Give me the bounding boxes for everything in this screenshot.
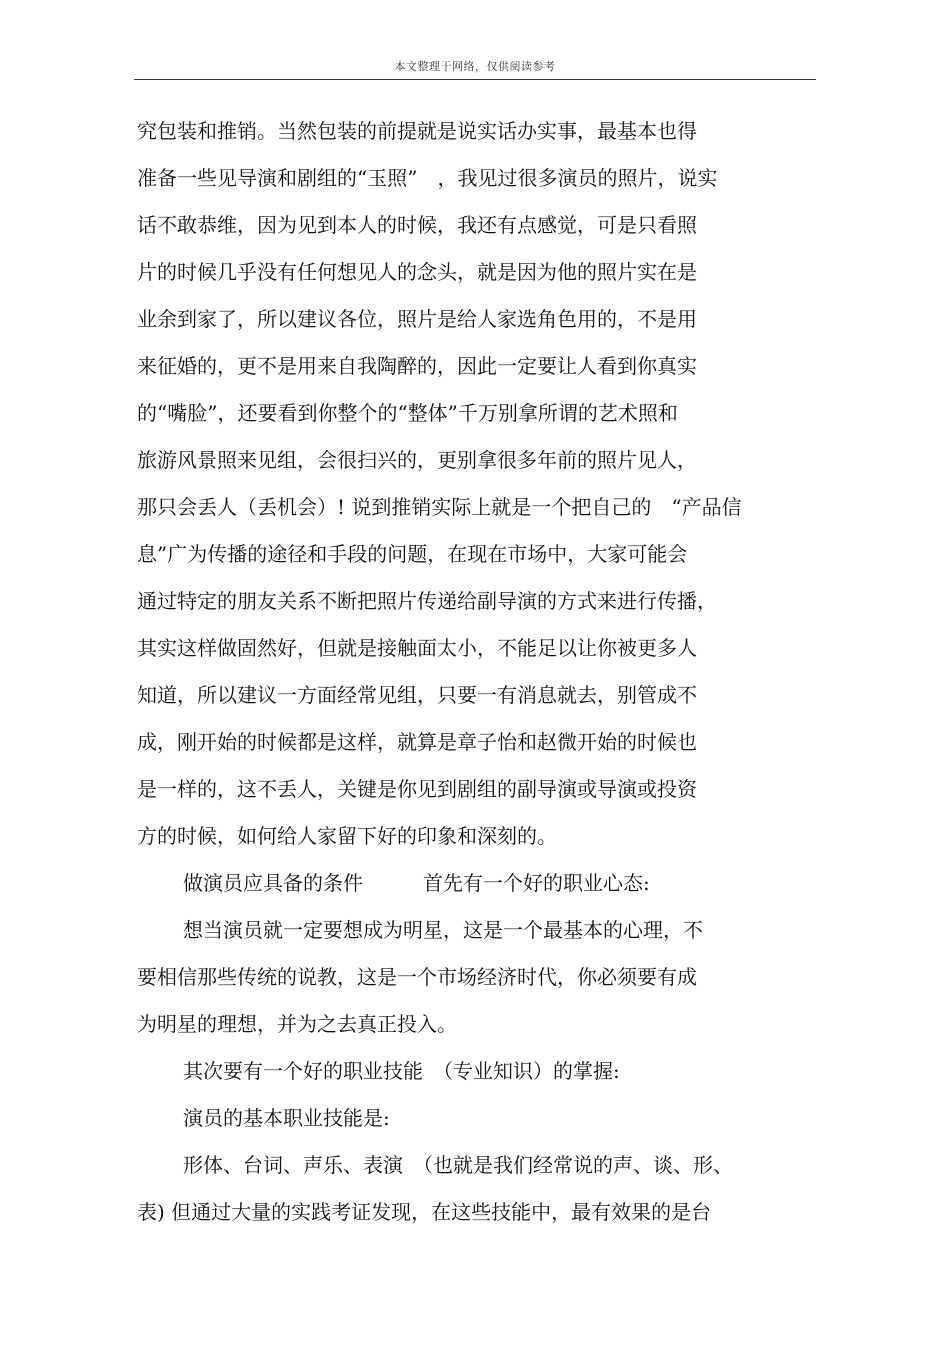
text-line: 形体、台词、声乐、表演 （也就是我们经常说的声、谈、形、 — [183, 1153, 733, 1177]
document-body — [137, 114, 827, 1242]
text-line: 方的时候，如何给人家留下好的印象和深刻的。 — [137, 824, 557, 848]
text-line: 的“嘴脸”，还要看到你整个的“整体”千万别拿所谓的艺术照和 — [137, 401, 678, 425]
text-line: 那只会丢人（丢机会）! 说到推销实际上就是一个把自己的 “产品信 — [137, 495, 742, 519]
text-line: 其次要有一个好的职业技能 （专业知识）的掌握: — [183, 1059, 620, 1083]
text-line: 究包装和推销。当然包装的前提就是说实话办实事，最基本也得 — [137, 119, 697, 143]
text-line: 业余到家了，所以建议各位，照片是给人家选角色用的，不是用 — [137, 307, 697, 331]
text-line: 要相信那些传统的说教，这是一个市场经济时代，你必须要有成 — [137, 965, 697, 989]
text-line: 其实这样做固然好，但就是接触面太小，不能足以让你被更多人 — [137, 636, 697, 660]
text-line: 旅游风景照来见组，会很扫兴的，更别拿很多年前的照片见人， — [137, 448, 697, 472]
text-line: 片的时候几乎没有任何想见人的念头，就是因为他的照片实在是 — [137, 260, 697, 284]
text-line: 为明星的理想，并为之去真正投入。 — [137, 1012, 457, 1036]
text-line: 话不敢恭维，因为见到本人的时候，我还有点感觉，可是只看照 — [137, 213, 697, 237]
text-line: 知道，所以建议一方面经常见组，只要一有消息就去，别管成不 — [137, 683, 697, 707]
text-line: 想当演员就一定要想成为明星，这是一个最基本的心理，不 — [183, 918, 703, 942]
text-line: 成，刚开始的时候都是这样，就算是章子怡和赵微开始的时候也 — [137, 730, 697, 754]
text-line: 是一样的，这不丢人，关键是你见到剧组的副导演或导演或投资 — [137, 777, 697, 801]
text-line: 通过特定的朋友关系不断把照片传递给副导演的方式来进行传播， — [137, 589, 717, 613]
page-header: 本文整理于网络，仅供阅读参考 — [394, 60, 556, 73]
text-line: 做演员应具备的条件 首先有一个好的职业心态: — [183, 871, 650, 895]
text-line: 表) 但通过大量的实践考证发现，在这些技能中，最有效果的是台 — [137, 1200, 712, 1224]
text-line: 准备一些见导演和剧组的“玉照” ，我见过很多演员的照片，说实 — [137, 166, 718, 190]
text-line: 来征婚的，更不是用来自我陶醉的，因此一定要让人看到你真实 — [137, 354, 697, 378]
text-line: 息”广为传播的途径和手段的问题，在现在市场中，大家可能会 — [137, 542, 688, 566]
header-divider — [134, 79, 816, 80]
text-line: 演员的基本职业技能是: — [183, 1106, 390, 1130]
